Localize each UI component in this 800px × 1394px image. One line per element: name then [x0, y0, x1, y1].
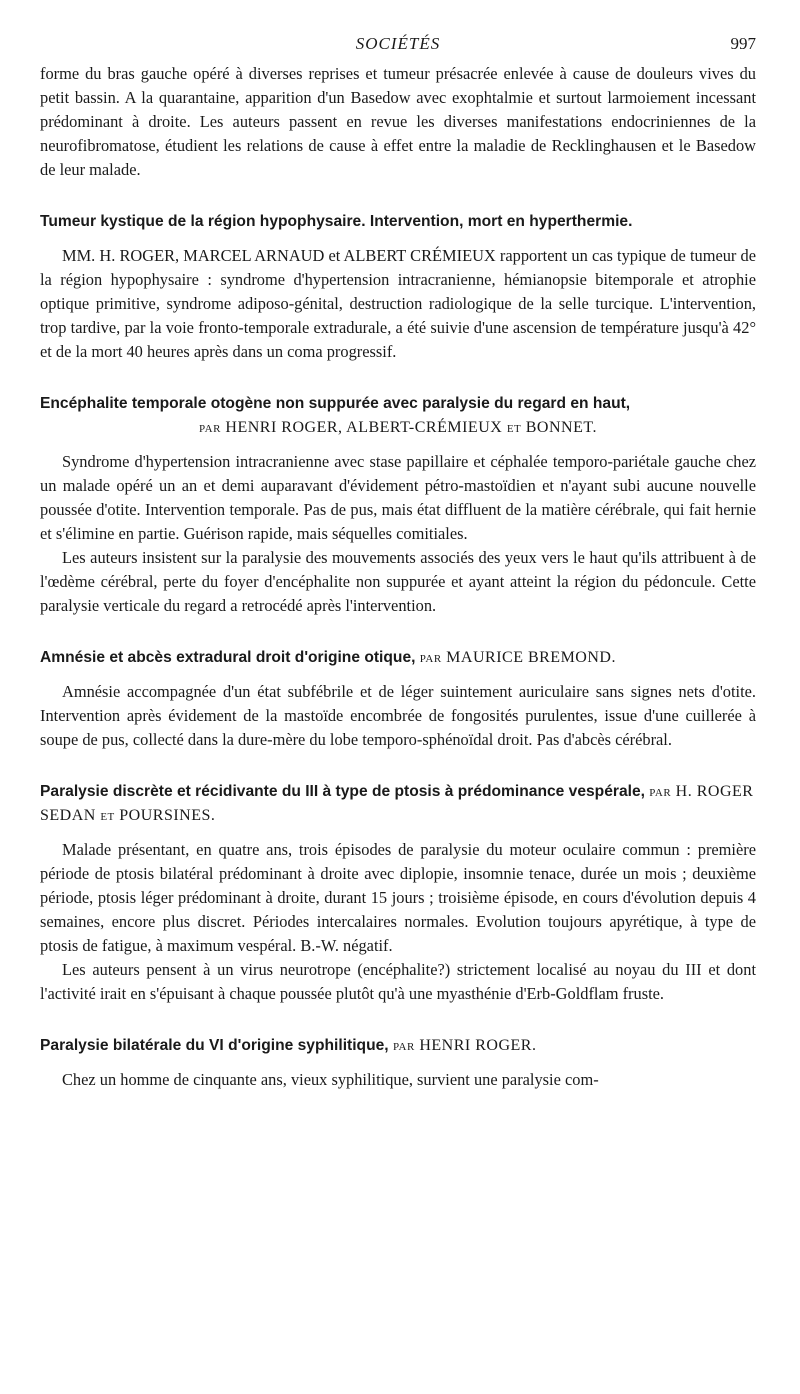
- section-byline: par HENRI ROGER.: [392, 1037, 537, 1054]
- section-title-amnesie: [40, 646, 756, 670]
- section-title-tumeur-kystique: Tumeur kystique de la région hypophysaire. Intervention, mort en hyperthermie.: [40, 213, 633, 230]
- section-title-paralysie-vi: [40, 1034, 756, 1058]
- section-paragraph: Malade présentant, en quatre ans, trois épisodes de paralysie du moteur oculaire commun : première période de ptosis bilatéral prédominant à droite avec diplopie, insomnie tenace, durée un mois ; deuxième période, ptosis léger prédominant à droite, durant 15 jours ; troisième épisode, en cours d'évolution depuis 4 semaines, encore plus discret. Périodes intercalaires normales. Evolution toujours apyrétique, à type de ptosis de fatigue, à maximum vespéral. B.-W. négatif.: [40, 840, 756, 955]
- section-byline: par HENRI ROGER, ALBERT-CRÉMIEUX et BONNET.: [199, 419, 597, 436]
- section-byline: par MAURICE BREMOND.: [419, 649, 616, 666]
- section-paragraph: Les auteurs insistent sur la paralysie des mouvements associés des yeux vers le haut qu'ils attribuent à de l'œdème cérébral, perte du foyer d'encéphalite non suppurée et ayant atteint la région du pédoncule. Cette paralysie verticale du regard a retrocédé après l'intervention.: [40, 548, 756, 615]
- intro-paragraph: forme du bras gauche opéré à diverses reprises et tumeur présacrée enlevée à cause de douleurs vives du petit bassin. A la quarantaine, apparition d'un Basedow avec exophtalmie et surtout larmoiement incessant prédominant à droite. Les auteurs passent en revue les diverses manifestations endocriniennes de la neurofibromatose, étudient les relations de cause à effet entre la maladie de Recklinghausen et le Basedow de leur malade.: [40, 64, 756, 179]
- section-title-text: Paralysie discrète et récidivante du III à type de ptosis à prédominance vespérale,: [40, 783, 645, 800]
- section-paragraph: Les auteurs pensent à un virus neurotrope (encéphalite?) strictement localisé au noyau du III et dont l'activité irait en s'épuisant à chaque poussée plutôt qu'à une myasthénie d'Erb-Goldflam fruste.: [40, 960, 756, 1003]
- section-paragraph: Amnésie accompagnée d'un état subfébrile et de léger suintement auriculaire sans signes nets d'otite. Intervention après évidement de la mastoïde encombrée de fongosités purulentes, issue d'une cuillerée à soupe de pus, collecté dans la dure-mère du lobe temporo-sphénoïdal droit. Pas d'abcès cérébral.: [40, 682, 756, 749]
- section-title-text: Amnésie et abcès extradural droit d'origine otique,: [40, 649, 416, 666]
- section-title-text: Encéphalite temporale otogène non suppurée avec paralysie du regard en haut,: [40, 395, 631, 412]
- page-number: 997: [730, 34, 756, 53]
- section-title-text: Paralysie bilatérale du VI d'origine syphilitique,: [40, 1037, 389, 1054]
- section-title-encephalite: [40, 392, 756, 440]
- running-header: [40, 34, 756, 62]
- running-title: SOCIÉTÉS: [355, 34, 441, 53]
- section-byline: par H. ROGER SEDAN et POURSINES.: [40, 783, 754, 824]
- section-paragraph: Chez un homme de cinquante ans, vieux syphilitique, survient une paralysie com-: [62, 1070, 599, 1089]
- section-paragraph: Syndrome d'hypertension intracranienne avec stase papillaire et céphalée temporo-pariétale gauche chez un malade opéré un an et demi auparavant d'évidement pétro-mastoïdien et n'ayant subi aucune nouvelle poussée d'otite. Intervention temporale. Pas de pus, mais état diffluent de la matière cérébrale, qui fait hernie et s'élimine en partie. Guérison rapide, mais séquelles comitiales.: [40, 452, 756, 543]
- section-paragraph: MM. H. ROGER, MARCEL ARNAUD et ALBERT CRÉMIEUX rapportent un cas typique de tumeur de la région hypophysaire : syndrome d'hypertension intracranienne, hémianopsie bitemporale et atrophie optique primitive, syndrome adiposo-génital, destruction radiologique de la selle turcique. L'intervention, trop tardive, par la voie fronto-temporale extradurale, a été suivie d'une ascension de température jusqu'à 42° et de la mort 40 heures après dans un coma progressif.: [40, 246, 756, 361]
- section-title-paralysie-iii: [40, 780, 756, 828]
